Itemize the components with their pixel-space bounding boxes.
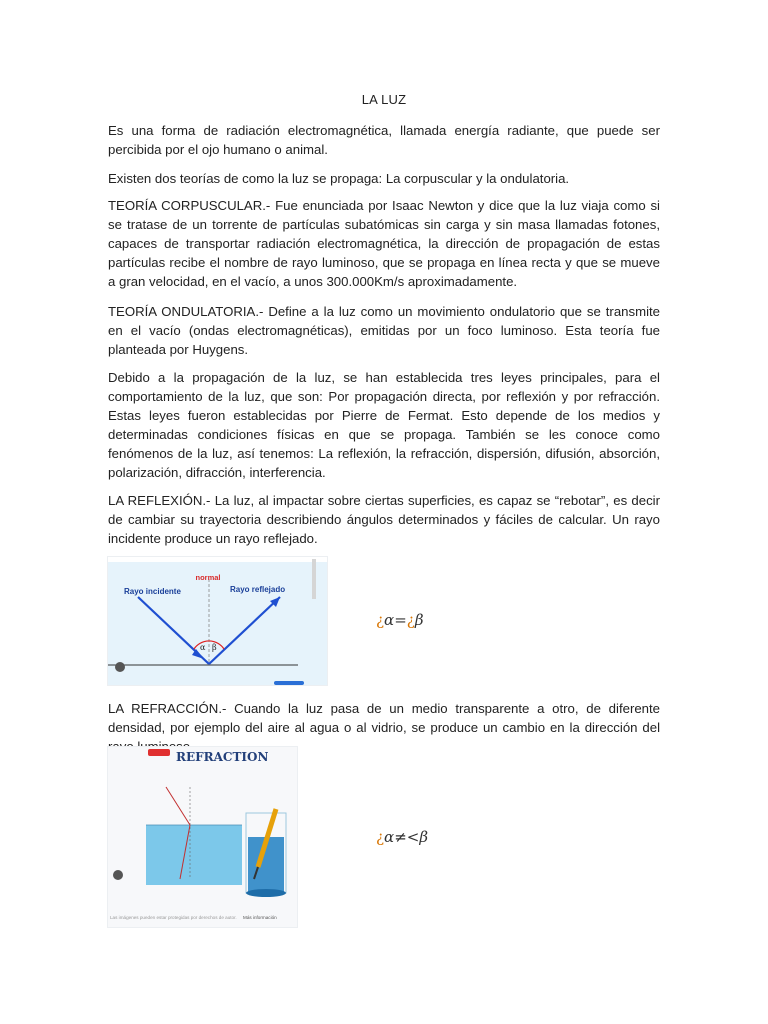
reflection-equation: ¿α=¿β <box>376 611 424 629</box>
refraction-heading: REFRACTION <box>176 750 269 764</box>
paragraph-theories: Existen dos teorías de como la luz se propaga: La corpuscular y la ondulatoria. <box>108 171 570 186</box>
more-info-link[interactable]: Más información <box>243 915 277 920</box>
copyright-note: Las imágenes pueden estar protegidas por derechos de autor. <box>110 915 237 920</box>
lens-icon <box>115 662 125 672</box>
document-title: LA LUZ <box>361 92 407 107</box>
paragraph-intro: Es una forma de radiación electromagnética, llamada energía radiante, que puede ser percibida por el ojo humano o animal. <box>108 123 660 157</box>
alpha-angle-label: α <box>200 643 206 652</box>
refraction-diagram <box>107 746 298 928</box>
normal-label: normal <box>195 573 221 582</box>
incident-ray-label: Rayo incidente <box>124 587 181 596</box>
paragraph-corpuscular: TEORÍA CORPUSCULAR.- Fue enunciada por Isaac Newton y dice que la luz viaja como si se tratase de un torrente de partículas subatómicas sin carga y sin masa llamadas fotones, capaces de transportar radiación electromagnética, la dirección de propagación de estas partículas recibe el nombre de rayo luminoso, que se propaga en línea recta y que se mueve a gran velocidad, en el vacío, a unos 300.000Km/s aproximadamente. <box>108 198 660 289</box>
paragraph-laws: Debido a la propagación de la luz, se han establecida tres leyes principales, para el comportamiento de la luz, que son: Por propagación directa, por reflexión y por refracción. Estas leyes fueron establecidas por Pierre de Fermat. Esto depende de los medios y determinadas condiciones físicas en que se propaga. También se les conoce como fenómenos de la luz, así tenemos: La reflexión, la refracción, dispersión, difusión, absorción, polarización, difracción, interferencia. <box>108 370 660 480</box>
beta-angle-label: β <box>212 643 217 652</box>
paragraph-refraccion: LA REFRACCIÓN.- Cuando la luz pasa de un medio transparente a otro, de diferente densidad, por ejemplo del aire al agua o al vidrio, se produce un cambio en la dirección del <box>108 701 660 735</box>
reflection-diagram-svg <box>108 557 327 685</box>
reflected-ray-label: Rayo reflejado <box>230 585 286 594</box>
refraction-equation: ¿α≠<β <box>376 828 428 846</box>
paragraph-reflexion: LA REFLEXIÓN.- La luz, al impactar sobre ciertas superficies, es capaz se “rebotar”, es decir de cambiar su trayectoria describiendo ángulos determinados y fáciles de calcular. Un rayo incidente produce un rayo reflejado. <box>108 493 660 546</box>
lens-icon <box>113 870 123 880</box>
refraction-diagram-svg <box>108 747 297 927</box>
paragraph-ondulatoria: TEORÍA ONDULATORIA.- Define a la luz como un movimiento ondulatorio que se transmite en el vacío (ondas electromagnéticas), emitidas por un foco luminoso. Esta teoría fue planteada por Huygens. <box>108 304 660 357</box>
reflection-diagram <box>107 556 328 686</box>
